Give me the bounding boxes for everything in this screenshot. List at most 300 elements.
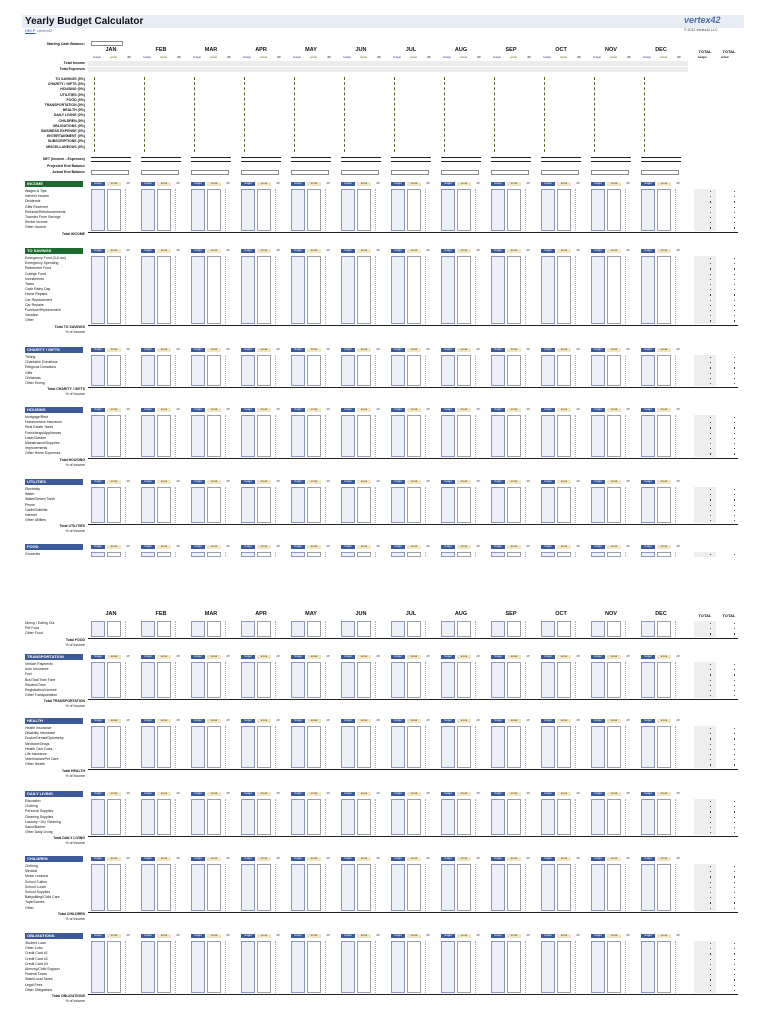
budget-input-column[interactable] bbox=[591, 355, 605, 386]
budget-input-column[interactable] bbox=[441, 864, 455, 911]
budget-input-column[interactable] bbox=[91, 621, 105, 637]
budget-input-column[interactable] bbox=[141, 662, 155, 698]
budget-input-column[interactable] bbox=[591, 621, 605, 637]
budget-input-column[interactable] bbox=[141, 799, 155, 835]
budget-input-column[interactable] bbox=[391, 726, 405, 768]
budget-input-column[interactable] bbox=[241, 256, 255, 324]
budget-input-column[interactable] bbox=[491, 487, 505, 523]
budget-input-column[interactable] bbox=[391, 864, 405, 911]
budget-input-column[interactable] bbox=[441, 256, 455, 324]
actual-input-column[interactable] bbox=[607, 355, 621, 386]
actual-input-column[interactable] bbox=[557, 487, 571, 523]
actual-input-column[interactable] bbox=[257, 256, 271, 324]
actual-input-column[interactable] bbox=[157, 941, 171, 993]
actual-input-column[interactable] bbox=[657, 726, 671, 768]
budget-input-column[interactable] bbox=[491, 799, 505, 835]
actual-input-column[interactable] bbox=[607, 941, 621, 993]
budget-input-column[interactable] bbox=[341, 621, 355, 637]
actual-input-column[interactable] bbox=[307, 355, 321, 386]
actual-input-column[interactable] bbox=[407, 799, 421, 835]
actual-input-column[interactable] bbox=[657, 662, 671, 698]
budget-input-column[interactable] bbox=[591, 662, 605, 698]
actual-end-input[interactable] bbox=[291, 170, 329, 175]
budget-input-column[interactable] bbox=[641, 552, 655, 557]
budget-input-column[interactable] bbox=[391, 256, 405, 324]
budget-input-column[interactable] bbox=[391, 355, 405, 386]
actual-input-column[interactable] bbox=[307, 552, 321, 557]
actual-input-column[interactable] bbox=[407, 864, 421, 911]
actual-input-column[interactable] bbox=[407, 415, 421, 457]
actual-input-column[interactable] bbox=[507, 726, 521, 768]
actual-input-column[interactable] bbox=[507, 415, 521, 457]
budget-input-column[interactable] bbox=[191, 552, 205, 557]
actual-input-column[interactable] bbox=[357, 552, 371, 557]
actual-input-column[interactable] bbox=[557, 864, 571, 911]
actual-input-column[interactable] bbox=[107, 487, 121, 523]
actual-input-column[interactable] bbox=[107, 189, 121, 231]
actual-input-column[interactable] bbox=[557, 726, 571, 768]
actual-input-column[interactable] bbox=[107, 552, 121, 557]
budget-input-column[interactable] bbox=[641, 726, 655, 768]
actual-input-column[interactable] bbox=[357, 415, 371, 457]
actual-input-column[interactable] bbox=[357, 256, 371, 324]
budget-input-column[interactable] bbox=[641, 487, 655, 523]
actual-input-column[interactable] bbox=[257, 415, 271, 457]
actual-input-column[interactable] bbox=[207, 799, 221, 835]
budget-input-column[interactable] bbox=[91, 941, 105, 993]
actual-end-input[interactable] bbox=[191, 170, 229, 175]
actual-input-column[interactable] bbox=[207, 256, 221, 324]
actual-input-column[interactable] bbox=[107, 256, 121, 324]
starting-cash-input[interactable] bbox=[91, 41, 123, 46]
actual-input-column[interactable] bbox=[657, 799, 671, 835]
budget-input-column[interactable] bbox=[491, 415, 505, 457]
actual-input-column[interactable] bbox=[257, 726, 271, 768]
budget-input-column[interactable] bbox=[641, 941, 655, 993]
budget-input-column[interactable] bbox=[241, 799, 255, 835]
actual-input-column[interactable] bbox=[357, 189, 371, 231]
budget-input-column[interactable] bbox=[541, 662, 555, 698]
actual-input-column[interactable] bbox=[457, 189, 471, 231]
budget-input-column[interactable] bbox=[491, 662, 505, 698]
budget-input-column[interactable] bbox=[591, 799, 605, 835]
budget-input-column[interactable] bbox=[541, 621, 555, 637]
actual-input-column[interactable] bbox=[607, 189, 621, 231]
budget-input-column[interactable] bbox=[291, 355, 305, 386]
actual-input-column[interactable] bbox=[607, 662, 621, 698]
budget-input-column[interactable] bbox=[641, 799, 655, 835]
actual-input-column[interactable] bbox=[257, 621, 271, 637]
budget-input-column[interactable] bbox=[191, 487, 205, 523]
budget-input-column[interactable] bbox=[591, 552, 605, 557]
actual-input-column[interactable] bbox=[357, 355, 371, 386]
budget-input-column[interactable] bbox=[141, 256, 155, 324]
budget-input-column[interactable] bbox=[441, 355, 455, 386]
budget-input-column[interactable] bbox=[541, 726, 555, 768]
actual-input-column[interactable] bbox=[607, 256, 621, 324]
budget-input-column[interactable] bbox=[391, 941, 405, 993]
actual-input-column[interactable] bbox=[257, 941, 271, 993]
actual-input-column[interactable] bbox=[107, 355, 121, 386]
budget-input-column[interactable] bbox=[191, 621, 205, 637]
budget-input-column[interactable] bbox=[141, 552, 155, 557]
actual-input-column[interactable] bbox=[507, 799, 521, 835]
budget-input-column[interactable] bbox=[391, 662, 405, 698]
budget-input-column[interactable] bbox=[191, 662, 205, 698]
actual-input-column[interactable] bbox=[257, 552, 271, 557]
actual-input-column[interactable] bbox=[557, 941, 571, 993]
budget-input-column[interactable] bbox=[341, 552, 355, 557]
actual-input-column[interactable] bbox=[307, 415, 321, 457]
budget-input-column[interactable] bbox=[541, 799, 555, 835]
budget-input-column[interactable] bbox=[291, 552, 305, 557]
actual-input-column[interactable] bbox=[557, 621, 571, 637]
budget-input-column[interactable] bbox=[591, 726, 605, 768]
actual-end-input[interactable] bbox=[491, 170, 529, 175]
actual-input-column[interactable] bbox=[557, 256, 571, 324]
actual-input-column[interactable] bbox=[357, 864, 371, 911]
actual-input-column[interactable] bbox=[457, 415, 471, 457]
budget-input-column[interactable] bbox=[191, 189, 205, 231]
actual-input-column[interactable] bbox=[107, 941, 121, 993]
budget-input-column[interactable] bbox=[291, 621, 305, 637]
actual-input-column[interactable] bbox=[507, 864, 521, 911]
actual-input-column[interactable] bbox=[307, 941, 321, 993]
actual-input-column[interactable] bbox=[407, 355, 421, 386]
budget-input-column[interactable] bbox=[341, 415, 355, 457]
budget-input-column[interactable] bbox=[291, 189, 305, 231]
budget-input-column[interactable] bbox=[341, 799, 355, 835]
actual-input-column[interactable] bbox=[157, 552, 171, 557]
budget-input-column[interactable] bbox=[391, 621, 405, 637]
actual-input-column[interactable] bbox=[607, 864, 621, 911]
actual-input-column[interactable] bbox=[157, 189, 171, 231]
budget-input-column[interactable] bbox=[441, 189, 455, 231]
actual-input-column[interactable] bbox=[357, 941, 371, 993]
budget-input-column[interactable] bbox=[491, 256, 505, 324]
budget-input-column[interactable] bbox=[491, 864, 505, 911]
actual-input-column[interactable] bbox=[607, 415, 621, 457]
actual-input-column[interactable] bbox=[657, 941, 671, 993]
budget-input-column[interactable] bbox=[291, 487, 305, 523]
budget-input-column[interactable] bbox=[241, 487, 255, 523]
actual-input-column[interactable] bbox=[207, 189, 221, 231]
actual-input-column[interactable] bbox=[507, 355, 521, 386]
actual-input-column[interactable] bbox=[357, 487, 371, 523]
actual-input-column[interactable] bbox=[357, 799, 371, 835]
budget-input-column[interactable] bbox=[341, 189, 355, 231]
budget-input-column[interactable] bbox=[91, 662, 105, 698]
budget-input-column[interactable] bbox=[191, 941, 205, 993]
actual-end-input[interactable] bbox=[541, 170, 579, 175]
budget-input-column[interactable] bbox=[291, 415, 305, 457]
actual-end-input[interactable] bbox=[241, 170, 279, 175]
budget-input-column[interactable] bbox=[241, 552, 255, 557]
budget-input-column[interactable] bbox=[291, 726, 305, 768]
budget-input-column[interactable] bbox=[441, 487, 455, 523]
budget-input-column[interactable] bbox=[91, 487, 105, 523]
budget-input-column[interactable] bbox=[341, 355, 355, 386]
budget-input-column[interactable] bbox=[491, 189, 505, 231]
actual-input-column[interactable] bbox=[457, 941, 471, 993]
actual-input-column[interactable] bbox=[407, 487, 421, 523]
budget-input-column[interactable] bbox=[191, 415, 205, 457]
actual-input-column[interactable] bbox=[557, 799, 571, 835]
budget-input-column[interactable] bbox=[591, 487, 605, 523]
budget-input-column[interactable] bbox=[491, 726, 505, 768]
budget-input-column[interactable] bbox=[91, 799, 105, 835]
actual-input-column[interactable] bbox=[157, 864, 171, 911]
actual-input-column[interactable] bbox=[407, 189, 421, 231]
actual-input-column[interactable] bbox=[257, 662, 271, 698]
budget-input-column[interactable] bbox=[541, 487, 555, 523]
actual-input-column[interactable] bbox=[207, 662, 221, 698]
budget-input-column[interactable] bbox=[441, 799, 455, 835]
budget-input-column[interactable] bbox=[391, 415, 405, 457]
actual-input-column[interactable] bbox=[207, 621, 221, 637]
actual-input-column[interactable] bbox=[507, 941, 521, 993]
actual-input-column[interactable] bbox=[607, 487, 621, 523]
budget-input-column[interactable] bbox=[491, 941, 505, 993]
actual-input-column[interactable] bbox=[157, 355, 171, 386]
actual-input-column[interactable] bbox=[507, 552, 521, 557]
budget-input-column[interactable] bbox=[541, 355, 555, 386]
budget-input-column[interactable] bbox=[491, 355, 505, 386]
budget-input-column[interactable] bbox=[341, 864, 355, 911]
actual-input-column[interactable] bbox=[557, 355, 571, 386]
actual-input-column[interactable] bbox=[107, 662, 121, 698]
actual-input-column[interactable] bbox=[107, 621, 121, 637]
actual-input-column[interactable] bbox=[657, 487, 671, 523]
budget-input-column[interactable] bbox=[541, 415, 555, 457]
actual-input-column[interactable] bbox=[107, 415, 121, 457]
actual-input-column[interactable] bbox=[407, 256, 421, 324]
actual-input-column[interactable] bbox=[157, 799, 171, 835]
actual-input-column[interactable] bbox=[307, 726, 321, 768]
actual-input-column[interactable] bbox=[607, 726, 621, 768]
budget-input-column[interactable] bbox=[241, 621, 255, 637]
budget-input-column[interactable] bbox=[91, 415, 105, 457]
actual-input-column[interactable] bbox=[207, 415, 221, 457]
actual-input-column[interactable] bbox=[207, 864, 221, 911]
budget-input-column[interactable] bbox=[391, 487, 405, 523]
budget-input-column[interactable] bbox=[491, 552, 505, 557]
actual-input-column[interactable] bbox=[657, 864, 671, 911]
actual-input-column[interactable] bbox=[157, 726, 171, 768]
actual-input-column[interactable] bbox=[157, 662, 171, 698]
actual-input-column[interactable] bbox=[257, 864, 271, 911]
actual-input-column[interactable] bbox=[307, 256, 321, 324]
actual-input-column[interactable] bbox=[307, 662, 321, 698]
budget-input-column[interactable] bbox=[141, 941, 155, 993]
budget-input-column[interactable] bbox=[241, 726, 255, 768]
actual-input-column[interactable] bbox=[457, 256, 471, 324]
actual-input-column[interactable] bbox=[307, 189, 321, 231]
budget-input-column[interactable] bbox=[291, 864, 305, 911]
actual-end-input[interactable] bbox=[91, 170, 129, 175]
budget-input-column[interactable] bbox=[241, 415, 255, 457]
actual-input-column[interactable] bbox=[457, 662, 471, 698]
actual-input-column[interactable] bbox=[607, 621, 621, 637]
budget-input-column[interactable] bbox=[591, 189, 605, 231]
actual-input-column[interactable] bbox=[357, 726, 371, 768]
budget-input-column[interactable] bbox=[341, 941, 355, 993]
vertex42-link[interactable]: vertex42 bbox=[37, 28, 53, 33]
actual-input-column[interactable] bbox=[557, 662, 571, 698]
actual-input-column[interactable] bbox=[657, 552, 671, 557]
actual-input-column[interactable] bbox=[407, 941, 421, 993]
budget-input-column[interactable] bbox=[141, 415, 155, 457]
budget-input-column[interactable] bbox=[341, 487, 355, 523]
budget-input-column[interactable] bbox=[591, 941, 605, 993]
actual-input-column[interactable] bbox=[507, 621, 521, 637]
actual-input-column[interactable] bbox=[107, 799, 121, 835]
actual-input-column[interactable] bbox=[607, 799, 621, 835]
actual-input-column[interactable] bbox=[357, 662, 371, 698]
budget-input-column[interactable] bbox=[141, 355, 155, 386]
budget-input-column[interactable] bbox=[641, 662, 655, 698]
budget-input-column[interactable] bbox=[441, 415, 455, 457]
budget-input-column[interactable] bbox=[241, 355, 255, 386]
budget-input-column[interactable] bbox=[491, 621, 505, 637]
actual-input-column[interactable] bbox=[207, 355, 221, 386]
actual-input-column[interactable] bbox=[457, 864, 471, 911]
actual-input-column[interactable] bbox=[457, 621, 471, 637]
budget-input-column[interactable] bbox=[591, 415, 605, 457]
actual-input-column[interactable] bbox=[657, 355, 671, 386]
budget-input-column[interactable] bbox=[441, 621, 455, 637]
budget-input-column[interactable] bbox=[541, 864, 555, 911]
actual-input-column[interactable] bbox=[407, 552, 421, 557]
budget-input-column[interactable] bbox=[291, 799, 305, 835]
actual-input-column[interactable] bbox=[557, 415, 571, 457]
budget-input-column[interactable] bbox=[541, 256, 555, 324]
budget-input-column[interactable] bbox=[91, 726, 105, 768]
budget-input-column[interactable] bbox=[641, 415, 655, 457]
budget-input-column[interactable] bbox=[191, 864, 205, 911]
actual-end-input[interactable] bbox=[441, 170, 479, 175]
budget-input-column[interactable] bbox=[91, 256, 105, 324]
budget-input-column[interactable] bbox=[641, 355, 655, 386]
actual-input-column[interactable] bbox=[457, 726, 471, 768]
budget-input-column[interactable] bbox=[191, 726, 205, 768]
budget-input-column[interactable] bbox=[391, 552, 405, 557]
actual-end-input[interactable] bbox=[141, 170, 179, 175]
actual-input-column[interactable] bbox=[157, 621, 171, 637]
actual-input-column[interactable] bbox=[507, 487, 521, 523]
actual-input-column[interactable] bbox=[507, 256, 521, 324]
budget-input-column[interactable] bbox=[591, 864, 605, 911]
actual-input-column[interactable] bbox=[407, 621, 421, 637]
actual-input-column[interactable] bbox=[657, 256, 671, 324]
budget-input-column[interactable] bbox=[241, 864, 255, 911]
actual-input-column[interactable] bbox=[457, 355, 471, 386]
budget-input-column[interactable] bbox=[341, 256, 355, 324]
actual-end-input[interactable] bbox=[391, 170, 429, 175]
actual-input-column[interactable] bbox=[657, 189, 671, 231]
actual-input-column[interactable] bbox=[257, 189, 271, 231]
actual-input-column[interactable] bbox=[307, 799, 321, 835]
budget-input-column[interactable] bbox=[91, 864, 105, 911]
budget-input-column[interactable] bbox=[541, 941, 555, 993]
actual-input-column[interactable] bbox=[307, 864, 321, 911]
actual-input-column[interactable] bbox=[207, 487, 221, 523]
actual-input-column[interactable] bbox=[407, 726, 421, 768]
actual-input-column[interactable] bbox=[207, 726, 221, 768]
actual-input-column[interactable] bbox=[407, 662, 421, 698]
budget-input-column[interactable] bbox=[341, 662, 355, 698]
budget-input-column[interactable] bbox=[641, 621, 655, 637]
budget-input-column[interactable] bbox=[441, 941, 455, 993]
actual-input-column[interactable] bbox=[307, 487, 321, 523]
actual-input-column[interactable] bbox=[257, 355, 271, 386]
budget-input-column[interactable] bbox=[541, 552, 555, 557]
budget-input-column[interactable] bbox=[241, 662, 255, 698]
budget-input-column[interactable] bbox=[391, 189, 405, 231]
actual-input-column[interactable] bbox=[107, 726, 121, 768]
budget-input-column[interactable] bbox=[641, 256, 655, 324]
actual-input-column[interactable] bbox=[457, 799, 471, 835]
actual-input-column[interactable] bbox=[257, 487, 271, 523]
budget-input-column[interactable] bbox=[591, 256, 605, 324]
budget-input-column[interactable] bbox=[291, 662, 305, 698]
actual-input-column[interactable] bbox=[557, 189, 571, 231]
actual-end-input[interactable] bbox=[591, 170, 629, 175]
budget-input-column[interactable] bbox=[441, 552, 455, 557]
budget-input-column[interactable] bbox=[341, 726, 355, 768]
budget-input-column[interactable] bbox=[391, 799, 405, 835]
actual-input-column[interactable] bbox=[157, 415, 171, 457]
budget-input-column[interactable] bbox=[291, 256, 305, 324]
actual-input-column[interactable] bbox=[657, 415, 671, 457]
budget-input-column[interactable] bbox=[541, 189, 555, 231]
actual-end-input[interactable] bbox=[641, 170, 679, 175]
budget-input-column[interactable] bbox=[91, 189, 105, 231]
actual-input-column[interactable] bbox=[257, 799, 271, 835]
actual-input-column[interactable] bbox=[607, 552, 621, 557]
budget-input-column[interactable] bbox=[241, 189, 255, 231]
actual-input-column[interactable] bbox=[307, 621, 321, 637]
actual-input-column[interactable] bbox=[107, 864, 121, 911]
actual-input-column[interactable] bbox=[157, 487, 171, 523]
budget-input-column[interactable] bbox=[141, 487, 155, 523]
budget-input-column[interactable] bbox=[641, 864, 655, 911]
budget-input-column[interactable] bbox=[641, 189, 655, 231]
actual-input-column[interactable] bbox=[207, 941, 221, 993]
budget-input-column[interactable] bbox=[141, 726, 155, 768]
budget-input-column[interactable] bbox=[141, 864, 155, 911]
budget-input-column[interactable] bbox=[191, 256, 205, 324]
vertex42-logo[interactable]: vertex42 bbox=[684, 15, 721, 25]
budget-input-column[interactable] bbox=[91, 355, 105, 386]
budget-input-column[interactable] bbox=[441, 662, 455, 698]
actual-input-column[interactable] bbox=[657, 621, 671, 637]
budget-input-column[interactable] bbox=[141, 621, 155, 637]
actual-input-column[interactable] bbox=[457, 552, 471, 557]
actual-input-column[interactable] bbox=[157, 256, 171, 324]
actual-input-column[interactable] bbox=[507, 662, 521, 698]
actual-input-column[interactable] bbox=[207, 552, 221, 557]
actual-input-column[interactable] bbox=[507, 189, 521, 231]
actual-end-input[interactable] bbox=[341, 170, 379, 175]
actual-input-column[interactable] bbox=[557, 552, 571, 557]
budget-input-column[interactable] bbox=[441, 726, 455, 768]
help-link[interactable]: HELP bbox=[25, 28, 36, 33]
budget-input-column[interactable] bbox=[191, 355, 205, 386]
budget-input-column[interactable] bbox=[191, 799, 205, 835]
actual-input-column[interactable] bbox=[457, 487, 471, 523]
budget-input-column[interactable] bbox=[91, 552, 105, 557]
